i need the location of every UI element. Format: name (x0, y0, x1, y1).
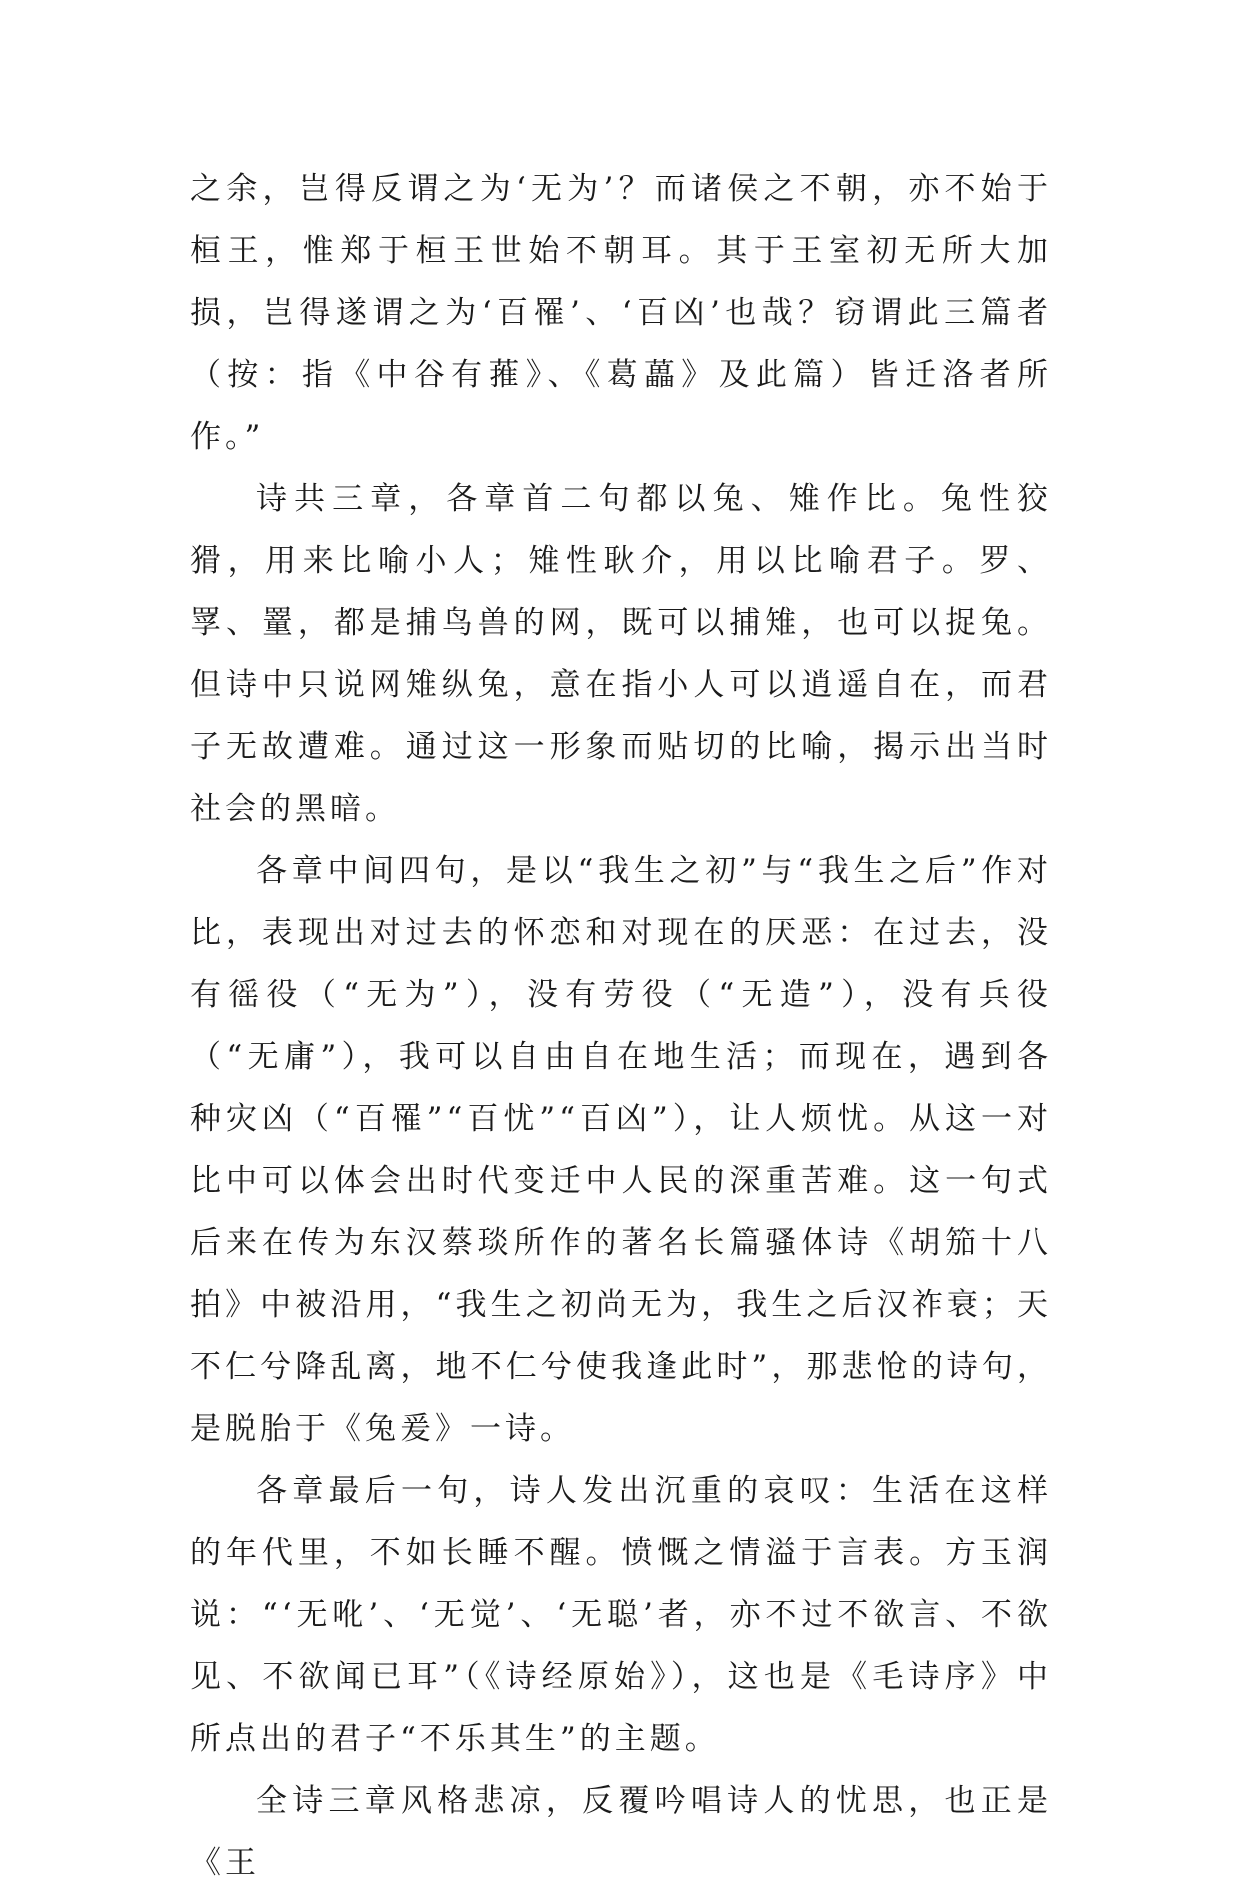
paragraph: 诗共三章，各章首二句都以兔、雉作比。兔性狡猾，用来比喻小人；雉性耿介，用以比喻君子。罗、罦、罿，都是捕鸟兽的网，既可以捕雉，也可以捉兔。但诗中只说网雉纵兔，意在指小人可以逍遥自在，而君子无故遭难。通过这一形象而贴切的比喻，揭示出当时社会的黑暗。 (190, 481, 1052, 827)
document-body (190, 158, 1052, 1894)
paragraph: 各章最后一句，诗人发出沉重的哀叹：生活在这样的年代里，不如长睡不醒。愤慨之情溢于言表。方玉润说：“‘无吪’、‘无觉’、‘无聪’者，亦不过不欲言、不欲见、不欲闻已耳”（《诗经原始》），这也是《毛诗序》中所点出的君子“不乐其生”的主题。 (190, 1473, 1052, 1757)
paragraph: 之余，岂得反谓之为‘无为’？而诸侯之不朝，亦不始于桓王，惟郑于桓王世始不朝耳。其于王室初无所大加损，岂得遂谓之为‘百罹’、‘百凶’也哉？窃谓此三篇者（按：指《中谷有蓷》、《葛藟》及此篇）皆迁洛者所作。” (190, 171, 1052, 455)
paragraph: 各章中间四句，是以“我生之初”与“我生之后”作对比，表现出对过去的怀恋和对现在的厌恶：在过去，没有徭役（“无为”），没有劳役（“无造”），没有兵役（“无庸”），我可以自由自在地生活；而现在，遇到各种灾凶（“百罹”“百忧”“百凶”），让人烦忧。从这一对比中可以体会出时代变迁中人民的深重苦难。这一句式后来在传为东汉蔡琰所作的著名长篇骚体诗《胡笳十八拍》中被沿用，“我生之初尚无为，我生之后汉祚衰；天不仁兮降乱离，地不仁兮使我逢此时”，那悲怆的诗句，是脱胎于《兔爰》一诗。 (190, 853, 1052, 1447)
paragraph: 全诗三章风格悲凉，反覆吟唱诗人的忧思，也正是《王 (190, 1783, 1052, 1881)
